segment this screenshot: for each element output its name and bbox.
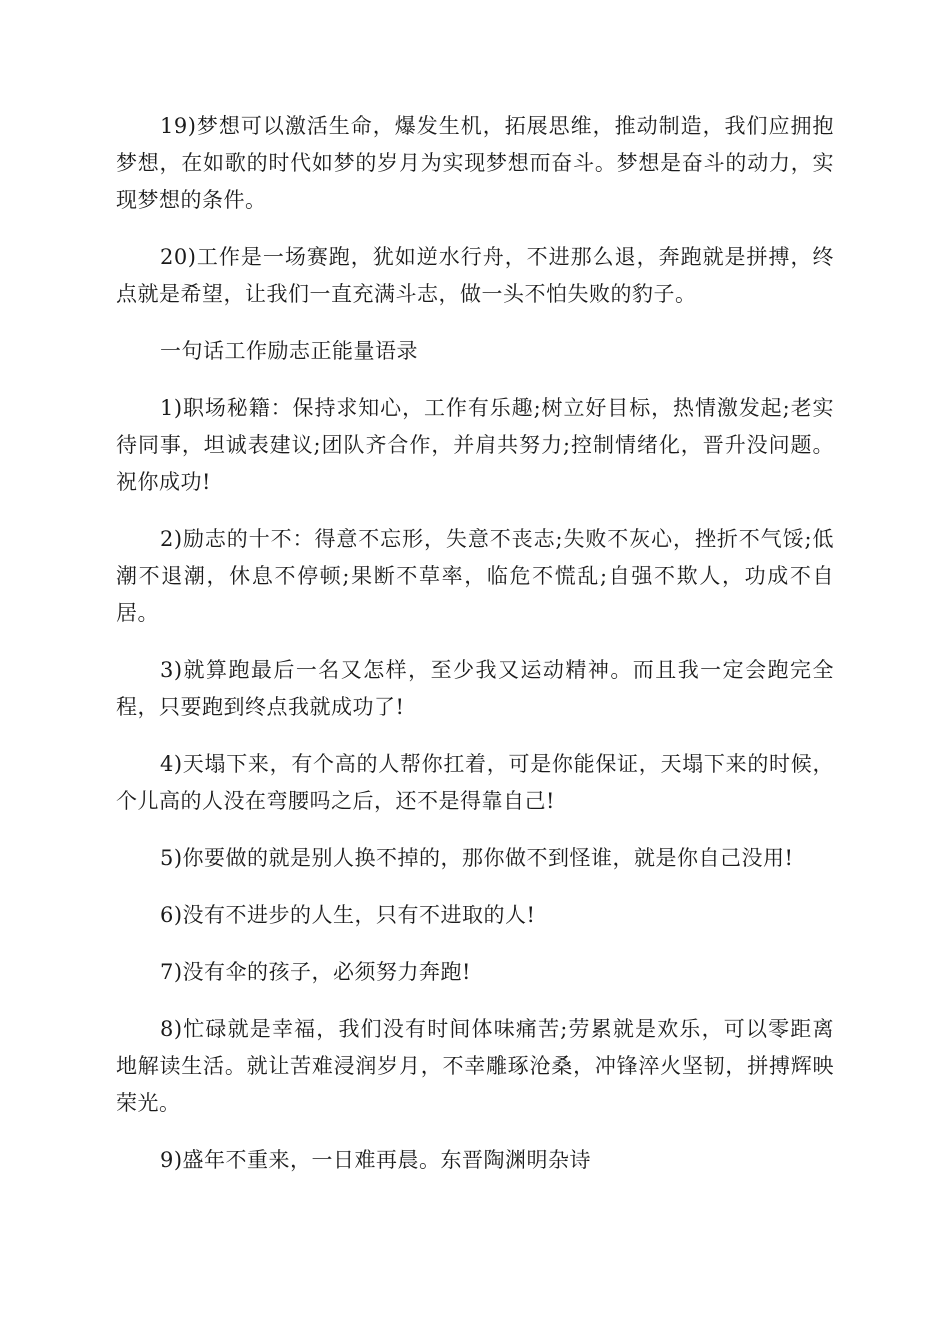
document-body (116, 108, 834, 1199)
paragraph-19: 19)梦想可以激活生命，爆发生机，拓展思维，推动制造，我们应拥抱梦想，在如歌的时代如梦的岁月为实现梦想而奋斗。梦想是奋斗的动力，实现梦想的条件。 (116, 114, 834, 212)
paragraph-1: 1)职场秘籍：保持求知心，工作有乐趣;树立好目标，热情激发起;老实待同事，坦诚表建议;团队齐合作，并肩共努力;控制情绪化，晋升没问题。祝你成功! (116, 396, 834, 494)
paragraph-4: 4)天塌下来，有个高的人帮你扛着，可是你能保证，天塌下来的时候，个儿高的人没在弯腰吗之后，还不是得靠自己! (116, 752, 834, 813)
paragraph-5: 5)你要做的就是别人换不掉的，那你做不到怪谁，就是你自己没用! (160, 846, 794, 870)
paragraph-9: 9)盛年不重来，一日难再晨。东晋陶渊明杂诗 (160, 1148, 592, 1172)
section-heading: 一句话工作励志正能量语录 (160, 339, 418, 363)
paragraph-3: 3)就算跑最后一名又怎样，至少我又运动精神。而且我一定会跑完全程，只要跑到终点我就成功了! (116, 658, 834, 719)
paragraph-20: 20)工作是一场赛跑，犹如逆水行舟，不进那么退，奔跑就是拼搏，终点就是希望，让我们一直充满斗志，做一头不怕失败的豹子。 (116, 245, 834, 306)
paragraph-7: 7)没有伞的孩子，必须努力奔跑! (160, 960, 471, 984)
paragraph-8: 8)忙碌就是幸福，我们没有时间体味痛苦;劳累就是欢乐，可以零距离地解读生活。就让苦难浸润岁月，不幸雕琢沧桑，冲锋淬火坚韧，拼搏辉映荣光。 (116, 1017, 834, 1115)
paragraph-2: 2)励志的十不：得意不忘形，失意不丧志;失败不灰心，挫折不气馁;低潮不退潮，休息不停顿;果断不草率，临危不慌乱;自强不欺人，功成不自居。 (116, 527, 834, 625)
paragraph-6: 6)没有不进步的人生，只有不进取的人! (160, 903, 536, 927)
